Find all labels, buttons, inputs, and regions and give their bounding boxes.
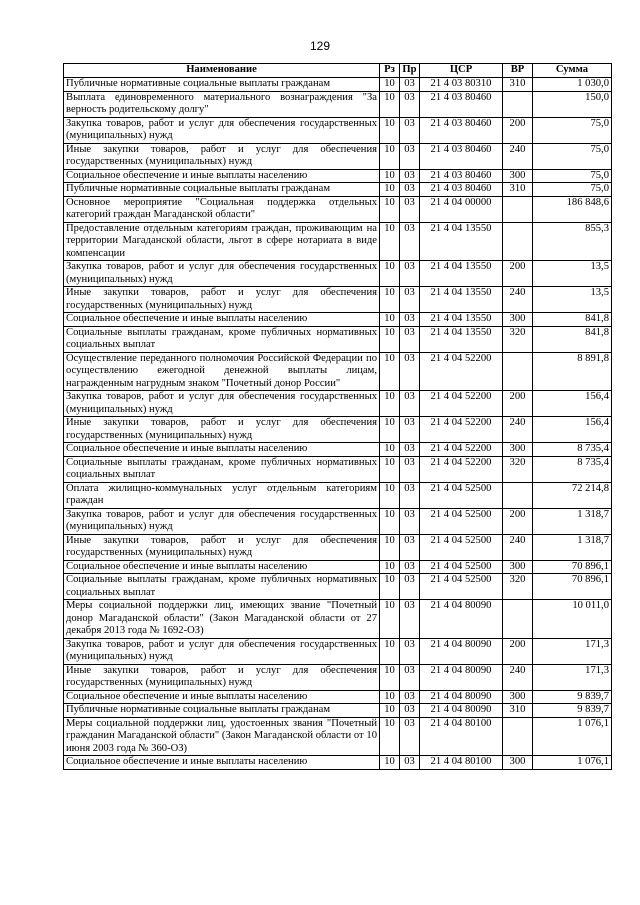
row-vr: 200 xyxy=(503,638,533,664)
row-rz: 10 xyxy=(380,456,400,482)
budget-table xyxy=(63,63,612,770)
row-name: Оплата жилищно-коммунальных услуг отдельным категориям граждан xyxy=(64,482,380,508)
row-name: Меры социальной поддержки лиц, имеющих звание "Почетный донор Магаданской области" (Закон Магаданской области от 27 декабря 2013 года № 1692-ОЗ) xyxy=(64,600,380,639)
row-pr: 03 xyxy=(400,143,420,169)
row-sum: 841,8 xyxy=(533,326,612,352)
row-sum: 171,3 xyxy=(533,638,612,664)
header-row xyxy=(64,64,612,78)
row-pr: 03 xyxy=(400,704,420,718)
row-sum: 1 076,1 xyxy=(533,756,612,770)
table-row xyxy=(64,352,612,391)
row-name: Меры социальной поддержки лиц, удостоенных звания "Почетный гражданин Магаданской области" (Закон Магаданской области от 10 июня 2003 года № 360-ОЗ) xyxy=(64,717,380,756)
row-rz: 10 xyxy=(380,352,400,391)
row-vr: 320 xyxy=(503,574,533,600)
table-row xyxy=(64,638,612,664)
row-vr: 310 xyxy=(503,704,533,718)
row-vr xyxy=(503,482,533,508)
row-csr: 21 4 04 52200 xyxy=(420,417,503,443)
table-row xyxy=(64,91,612,117)
row-name: Основное мероприятие "Социальная поддержка отдельных категорий граждан Магаданской области" xyxy=(64,196,380,222)
row-rz: 10 xyxy=(380,169,400,183)
row-sum: 186 848,6 xyxy=(533,196,612,222)
row-sum: 841,8 xyxy=(533,313,612,327)
table-row xyxy=(64,534,612,560)
row-sum: 75,0 xyxy=(533,117,612,143)
row-csr: 21 4 04 13550 xyxy=(420,326,503,352)
table-row xyxy=(64,143,612,169)
row-rz: 10 xyxy=(380,574,400,600)
row-vr: 310 xyxy=(503,78,533,92)
row-csr: 21 4 04 13550 xyxy=(420,222,503,261)
row-name: Иные закупки товаров, работ и услуг для обеспечения государственных (муниципальных) нужд xyxy=(64,534,380,560)
row-csr: 21 4 04 52200 xyxy=(420,443,503,457)
row-pr: 03 xyxy=(400,574,420,600)
table-row xyxy=(64,690,612,704)
row-csr: 21 4 04 52500 xyxy=(420,560,503,574)
row-name: Социальное обеспечение и иные выплаты населению xyxy=(64,313,380,327)
row-pr: 03 xyxy=(400,117,420,143)
row-pr: 03 xyxy=(400,690,420,704)
row-rz: 10 xyxy=(380,222,400,261)
table-row xyxy=(64,574,612,600)
table-row xyxy=(64,443,612,457)
table-row xyxy=(64,326,612,352)
row-pr: 03 xyxy=(400,456,420,482)
table-row xyxy=(64,417,612,443)
row-name: Социальное обеспечение и иные выплаты населению xyxy=(64,560,380,574)
row-rz: 10 xyxy=(380,443,400,457)
row-csr: 21 4 04 80090 xyxy=(420,638,503,664)
row-name: Социальные выплаты гражданам, кроме публичных нормативных социальных выплат xyxy=(64,574,380,600)
row-csr: 21 4 04 80090 xyxy=(420,704,503,718)
row-rz: 10 xyxy=(380,287,400,313)
row-name: Иные закупки товаров, работ и услуг для обеспечения государственных (муниципальных) нужд xyxy=(64,143,380,169)
row-vr: 300 xyxy=(503,169,533,183)
row-sum: 855,3 xyxy=(533,222,612,261)
row-csr: 21 4 04 13550 xyxy=(420,313,503,327)
row-csr: 21 4 03 80460 xyxy=(420,91,503,117)
row-sum: 13,5 xyxy=(533,261,612,287)
table-row xyxy=(64,183,612,197)
row-pr: 03 xyxy=(400,482,420,508)
row-csr: 21 4 04 52500 xyxy=(420,482,503,508)
row-pr: 03 xyxy=(400,196,420,222)
row-pr: 03 xyxy=(400,287,420,313)
row-vr xyxy=(503,196,533,222)
row-sum: 8 735,4 xyxy=(533,456,612,482)
row-pr: 03 xyxy=(400,313,420,327)
row-pr: 03 xyxy=(400,183,420,197)
row-csr: 21 4 03 80460 xyxy=(420,169,503,183)
row-name: Закупка товаров, работ и услуг для обеспечения государственных (муниципальных) нужд xyxy=(64,117,380,143)
row-name: Социальные выплаты гражданам, кроме публичных нормативных социальных выплат xyxy=(64,326,380,352)
row-vr xyxy=(503,717,533,756)
row-csr: 21 4 04 13550 xyxy=(420,261,503,287)
row-csr: 21 4 04 52500 xyxy=(420,574,503,600)
row-vr: 320 xyxy=(503,326,533,352)
row-rz: 10 xyxy=(380,600,400,639)
row-name: Публичные нормативные социальные выплаты гражданам xyxy=(64,78,380,92)
row-vr: 300 xyxy=(503,756,533,770)
table-row xyxy=(64,287,612,313)
row-pr: 03 xyxy=(400,508,420,534)
row-name: Социальное обеспечение и иные выплаты населению xyxy=(64,443,380,457)
table-row xyxy=(64,756,612,770)
table-row xyxy=(64,560,612,574)
row-vr: 300 xyxy=(503,690,533,704)
row-sum: 9 839,7 xyxy=(533,690,612,704)
row-vr: 200 xyxy=(503,261,533,287)
row-pr: 03 xyxy=(400,261,420,287)
row-pr: 03 xyxy=(400,443,420,457)
row-name: Предоставление отдельным категориям граждан, проживающим на территории Магаданской области, льгот в сфере нотариата в виде компенсации xyxy=(64,222,380,261)
table-row xyxy=(64,482,612,508)
row-pr: 03 xyxy=(400,717,420,756)
row-vr: 310 xyxy=(503,183,533,197)
row-name: Закупка товаров, работ и услуг для обеспечения государственных (муниципальных) нужд xyxy=(64,391,380,417)
row-sum: 8 891,8 xyxy=(533,352,612,391)
row-vr xyxy=(503,600,533,639)
row-sum: 1 318,7 xyxy=(533,508,612,534)
row-vr: 240 xyxy=(503,287,533,313)
row-vr xyxy=(503,352,533,391)
row-rz: 10 xyxy=(380,690,400,704)
row-rz: 10 xyxy=(380,482,400,508)
table-row xyxy=(64,704,612,718)
row-sum: 75,0 xyxy=(533,143,612,169)
row-sum: 1 318,7 xyxy=(533,534,612,560)
row-sum: 8 735,4 xyxy=(533,443,612,457)
row-rz: 10 xyxy=(380,117,400,143)
row-sum: 156,4 xyxy=(533,391,612,417)
row-pr: 03 xyxy=(400,600,420,639)
header-sum: Сумма xyxy=(533,64,612,78)
row-name: Публичные нормативные социальные выплаты гражданам xyxy=(64,704,380,718)
row-sum: 75,0 xyxy=(533,169,612,183)
row-csr: 21 4 03 80460 xyxy=(420,117,503,143)
row-sum: 70 896,1 xyxy=(533,574,612,600)
row-vr: 300 xyxy=(503,443,533,457)
row-pr: 03 xyxy=(400,169,420,183)
table-row xyxy=(64,391,612,417)
row-name: Публичные нормативные социальные выплаты гражданам xyxy=(64,183,380,197)
table-row xyxy=(64,222,612,261)
row-rz: 10 xyxy=(380,560,400,574)
row-rz: 10 xyxy=(380,391,400,417)
header-csr: ЦСР xyxy=(420,64,503,78)
row-sum: 75,0 xyxy=(533,183,612,197)
row-vr xyxy=(503,222,533,261)
row-rz: 10 xyxy=(380,704,400,718)
row-vr: 200 xyxy=(503,391,533,417)
row-sum: 1 076,1 xyxy=(533,717,612,756)
row-rz: 10 xyxy=(380,261,400,287)
row-csr: 21 4 03 80460 xyxy=(420,143,503,169)
row-rz: 10 xyxy=(380,417,400,443)
row-rz: 10 xyxy=(380,534,400,560)
row-csr: 21 4 04 80090 xyxy=(420,690,503,704)
row-vr: 300 xyxy=(503,560,533,574)
row-vr xyxy=(503,91,533,117)
row-pr: 03 xyxy=(400,91,420,117)
row-vr: 240 xyxy=(503,534,533,560)
row-name: Закупка товаров, работ и услуг для обеспечения государственных (муниципальных) нужд xyxy=(64,638,380,664)
header-pr: Пр xyxy=(400,64,420,78)
row-name: Выплата единовременного материального вознаграждения "За верность родительскому долгу" xyxy=(64,91,380,117)
row-rz: 10 xyxy=(380,664,400,690)
table-row xyxy=(64,169,612,183)
table-row xyxy=(64,313,612,327)
row-name: Иные закупки товаров, работ и услуг для обеспечения государственных (муниципальных) нужд xyxy=(64,287,380,313)
row-pr: 03 xyxy=(400,352,420,391)
table-row xyxy=(64,600,612,639)
row-sum: 70 896,1 xyxy=(533,560,612,574)
row-pr: 03 xyxy=(400,326,420,352)
header-name: Наименование xyxy=(64,64,380,78)
row-rz: 10 xyxy=(380,756,400,770)
table-row xyxy=(64,456,612,482)
row-csr: 21 4 04 80100 xyxy=(420,717,503,756)
row-sum: 1 030,0 xyxy=(533,78,612,92)
row-csr: 21 4 04 80100 xyxy=(420,756,503,770)
row-rz: 10 xyxy=(380,638,400,664)
row-name: Иные закупки товаров, работ и услуг для обеспечения государственных (муниципальных) нужд xyxy=(64,417,380,443)
row-csr: 21 4 04 52500 xyxy=(420,508,503,534)
row-rz: 10 xyxy=(380,143,400,169)
row-name: Осуществление переданного полномочия Российской Федерации по осуществлению ежегодной денежной выплаты лицам, награжденным нагрудным знаком "Почетный донор России" xyxy=(64,352,380,391)
table-row xyxy=(64,117,612,143)
row-pr: 03 xyxy=(400,638,420,664)
row-sum: 150,0 xyxy=(533,91,612,117)
row-csr: 21 4 03 80460 xyxy=(420,183,503,197)
row-vr: 240 xyxy=(503,143,533,169)
row-vr: 240 xyxy=(503,417,533,443)
row-pr: 03 xyxy=(400,391,420,417)
row-csr: 21 4 04 52200 xyxy=(420,352,503,391)
row-name: Закупка товаров, работ и услуг для обеспечения государственных (муниципальных) нужд xyxy=(64,508,380,534)
row-csr: 21 4 04 80090 xyxy=(420,664,503,690)
row-pr: 03 xyxy=(400,222,420,261)
table-row xyxy=(64,664,612,690)
row-csr: 21 4 04 80090 xyxy=(420,600,503,639)
table-row xyxy=(64,78,612,92)
row-pr: 03 xyxy=(400,534,420,560)
row-pr: 03 xyxy=(400,560,420,574)
table-row xyxy=(64,508,612,534)
row-rz: 10 xyxy=(380,183,400,197)
row-pr: 03 xyxy=(400,78,420,92)
row-rz: 10 xyxy=(380,326,400,352)
row-vr: 300 xyxy=(503,313,533,327)
table-row xyxy=(64,261,612,287)
row-name: Социальное обеспечение и иные выплаты населению xyxy=(64,690,380,704)
row-name: Социальное обеспечение и иные выплаты населению xyxy=(64,169,380,183)
row-rz: 10 xyxy=(380,196,400,222)
row-rz: 10 xyxy=(380,91,400,117)
row-csr: 21 4 04 52500 xyxy=(420,534,503,560)
row-csr: 21 4 04 52200 xyxy=(420,391,503,417)
row-vr: 200 xyxy=(503,117,533,143)
row-csr: 21 4 04 00000 xyxy=(420,196,503,222)
row-pr: 03 xyxy=(400,756,420,770)
row-rz: 10 xyxy=(380,508,400,534)
row-name: Иные закупки товаров, работ и услуг для обеспечения государственных (муниципальных) нужд xyxy=(64,664,380,690)
header-rz: Рз xyxy=(380,64,400,78)
table-row xyxy=(64,717,612,756)
row-rz: 10 xyxy=(380,717,400,756)
row-vr: 200 xyxy=(503,508,533,534)
row-vr: 240 xyxy=(503,664,533,690)
row-sum: 72 214,8 xyxy=(533,482,612,508)
row-sum: 156,4 xyxy=(533,417,612,443)
row-name: Социальное обеспечение и иные выплаты населению xyxy=(64,756,380,770)
row-vr: 320 xyxy=(503,456,533,482)
row-sum: 10 011,0 xyxy=(533,600,612,639)
row-rz: 10 xyxy=(380,313,400,327)
page-number: 129 xyxy=(309,39,331,53)
row-rz: 10 xyxy=(380,78,400,92)
row-csr: 21 4 03 80310 xyxy=(420,78,503,92)
row-csr: 21 4 04 13550 xyxy=(420,287,503,313)
row-csr: 21 4 04 52200 xyxy=(420,456,503,482)
row-pr: 03 xyxy=(400,664,420,690)
row-pr: 03 xyxy=(400,417,420,443)
header-vr: ВР xyxy=(503,64,533,78)
row-sum: 9 839,7 xyxy=(533,704,612,718)
row-sum: 171,3 xyxy=(533,664,612,690)
row-name: Социальные выплаты гражданам, кроме публичных нормативных социальных выплат xyxy=(64,456,380,482)
row-name: Закупка товаров, работ и услуг для обеспечения государственных (муниципальных) нужд xyxy=(64,261,380,287)
table-row xyxy=(64,196,612,222)
row-sum: 13,5 xyxy=(533,287,612,313)
